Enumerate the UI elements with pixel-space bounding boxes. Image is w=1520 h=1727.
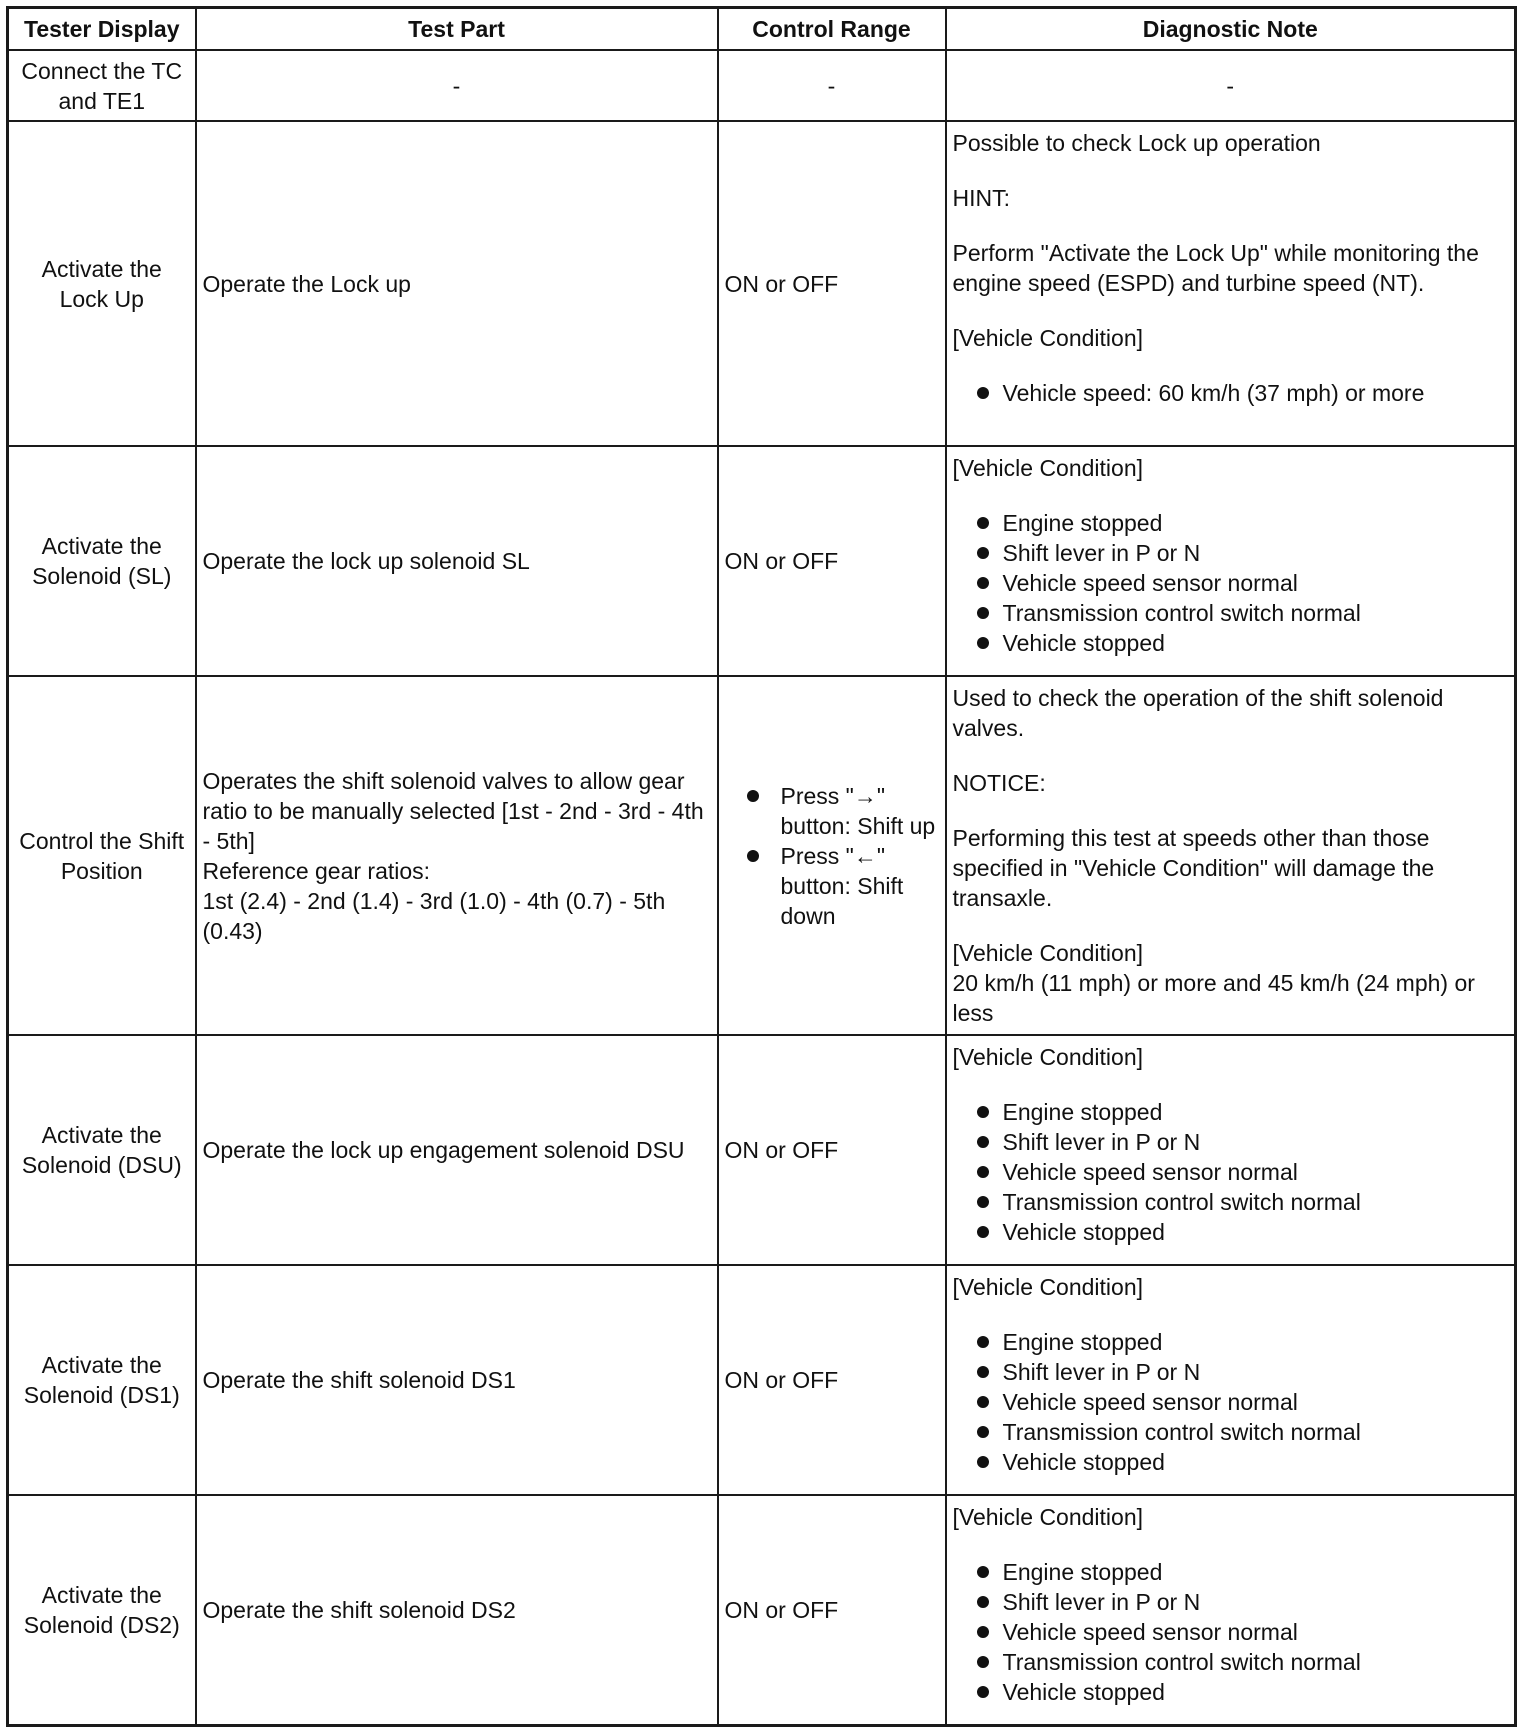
tester-display-cell: Activate the Lock Up bbox=[8, 121, 196, 446]
test-part-line: Reference gear ratios: bbox=[202, 857, 431, 884]
condition-list bbox=[953, 1327, 1509, 1477]
header-row bbox=[8, 8, 1516, 51]
active-test-table bbox=[6, 6, 1517, 1727]
note-text: Perform "Activate the Lock Up" while monitoring the engine speed (ESPD) and turbine speed (NT). bbox=[952, 240, 1479, 296]
vehicle-condition-label: [Vehicle Condition] bbox=[952, 940, 1144, 966]
list-item: Engine stopped bbox=[977, 1557, 1509, 1587]
test-part-cell bbox=[196, 676, 718, 1035]
test-part-cell: Operate the shift solenoid DS2 bbox=[196, 1495, 718, 1725]
header-tester-display: Tester Display bbox=[8, 8, 196, 51]
condition-list bbox=[953, 1557, 1509, 1707]
list-item: Press "←" button: Shift down bbox=[747, 841, 939, 931]
note-text: 20 km/h (11 mph) or more and 45 km/h (24 mph) or less bbox=[952, 970, 1475, 1026]
table-row bbox=[8, 1265, 1516, 1495]
list-item: Shift lever in P or N bbox=[977, 1587, 1509, 1617]
test-part-line: Operates the shift solenoid valves to allow gear ratio to be manually selected [1st - 2nd - 3rd - 4th - 5th] bbox=[202, 767, 704, 854]
control-range-cell: ON or OFF bbox=[718, 446, 946, 676]
test-part-cell: Operate the shift solenoid DS1 bbox=[196, 1265, 718, 1495]
tester-display-cell: Activate the Solenoid (DS2) bbox=[8, 1495, 196, 1725]
header-test-part: Test Part bbox=[196, 8, 718, 51]
list-item: Press "→" button: Shift up bbox=[747, 781, 939, 841]
vehicle-condition-label: [Vehicle Condition] bbox=[952, 455, 1144, 481]
note-text: Possible to check Lock up operation bbox=[952, 130, 1321, 156]
table-row bbox=[8, 446, 1516, 676]
diagnostic-note-cell bbox=[946, 676, 1516, 1035]
tester-display-cell: Activate the Solenoid (DS1) bbox=[8, 1265, 196, 1495]
vehicle-condition-label: [Vehicle Condition] bbox=[952, 325, 1144, 351]
vehicle-condition-label: [Vehicle Condition] bbox=[952, 1274, 1144, 1300]
diagnostic-note-cell bbox=[946, 1265, 1516, 1495]
diagnostic-note-cell: - bbox=[946, 50, 1516, 121]
note-notice-label: NOTICE: bbox=[952, 770, 1046, 796]
control-range-cell: ON or OFF bbox=[718, 1265, 946, 1495]
test-part-cell: Operate the Lock up bbox=[196, 121, 718, 446]
note-hint-label: HINT: bbox=[952, 185, 1010, 211]
list-item: Shift lever in P or N bbox=[977, 1127, 1509, 1157]
header-diagnostic-note: Diagnostic Note bbox=[946, 8, 1516, 51]
list-item: Vehicle speed sensor normal bbox=[977, 1157, 1509, 1187]
control-range-cell: ON or OFF bbox=[718, 121, 946, 446]
control-list bbox=[725, 781, 939, 931]
list-item: Vehicle speed sensor normal bbox=[977, 1617, 1509, 1647]
diagnostic-note-cell bbox=[946, 1035, 1516, 1265]
control-range-cell: ON or OFF bbox=[718, 1495, 946, 1725]
table-row bbox=[8, 121, 1516, 446]
list-item: Vehicle stopped bbox=[977, 1217, 1509, 1247]
tester-display-cell: Control the Shift Position bbox=[8, 676, 196, 1035]
tester-display-cell: Activate the Solenoid (DSU) bbox=[8, 1035, 196, 1265]
diagnostic-note-cell bbox=[946, 1495, 1516, 1725]
list-item: Vehicle stopped bbox=[977, 1447, 1509, 1477]
vehicle-condition-label: [Vehicle Condition] bbox=[952, 1044, 1144, 1070]
header-control-range: Control Range bbox=[718, 8, 946, 51]
list-item: Transmission control switch normal bbox=[977, 598, 1509, 628]
list-item: Vehicle speed sensor normal bbox=[977, 568, 1509, 598]
control-range-cell bbox=[718, 676, 946, 1035]
test-part-cell: Operate the lock up solenoid SL bbox=[196, 446, 718, 676]
tester-display-cell: Activate the Solenoid (SL) bbox=[8, 446, 196, 676]
note-text: Performing this test at speeds other than those specified in "Vehicle Condition" will damage the transaxle. bbox=[952, 825, 1435, 911]
list-item: Vehicle stopped bbox=[977, 628, 1509, 658]
test-part-cell: Operate the lock up engagement solenoid DSU bbox=[196, 1035, 718, 1265]
note-text: Used to check the operation of the shift solenoid valves. bbox=[952, 685, 1444, 741]
list-item: Engine stopped bbox=[977, 1097, 1509, 1127]
diagnostic-note-cell bbox=[946, 121, 1516, 446]
table-row bbox=[8, 676, 1516, 1035]
list-item: Vehicle speed sensor normal bbox=[977, 1387, 1509, 1417]
list-item: Engine stopped bbox=[977, 508, 1509, 538]
list-item: Vehicle stopped bbox=[977, 1677, 1509, 1707]
diagnostic-note-cell bbox=[946, 446, 1516, 676]
tester-display-cell: Connect the TC and TE1 bbox=[8, 50, 196, 121]
list-item: Transmission control switch normal bbox=[977, 1187, 1509, 1217]
condition-list bbox=[953, 378, 1509, 408]
table-row bbox=[8, 50, 1516, 121]
list-item: Shift lever in P or N bbox=[977, 538, 1509, 568]
condition-list bbox=[953, 1097, 1509, 1247]
test-part-line: 1st (2.4) - 2nd (1.4) - 3rd (1.0) - 4th (0.7) - 5th (0.43) bbox=[202, 887, 666, 944]
list-item: Vehicle speed: 60 km/h (37 mph) or more bbox=[977, 378, 1509, 408]
list-item: Engine stopped bbox=[977, 1327, 1509, 1357]
condition-list bbox=[953, 508, 1509, 658]
test-part-cell: - bbox=[196, 50, 718, 121]
list-item: Transmission control switch normal bbox=[977, 1647, 1509, 1677]
list-item: Transmission control switch normal bbox=[977, 1417, 1509, 1447]
control-range-cell: - bbox=[718, 50, 946, 121]
vehicle-condition-label: [Vehicle Condition] bbox=[952, 1504, 1144, 1530]
list-item: Shift lever in P or N bbox=[977, 1357, 1509, 1387]
table-row bbox=[8, 1495, 1516, 1725]
control-range-cell: ON or OFF bbox=[718, 1035, 946, 1265]
table-row bbox=[8, 1035, 1516, 1265]
